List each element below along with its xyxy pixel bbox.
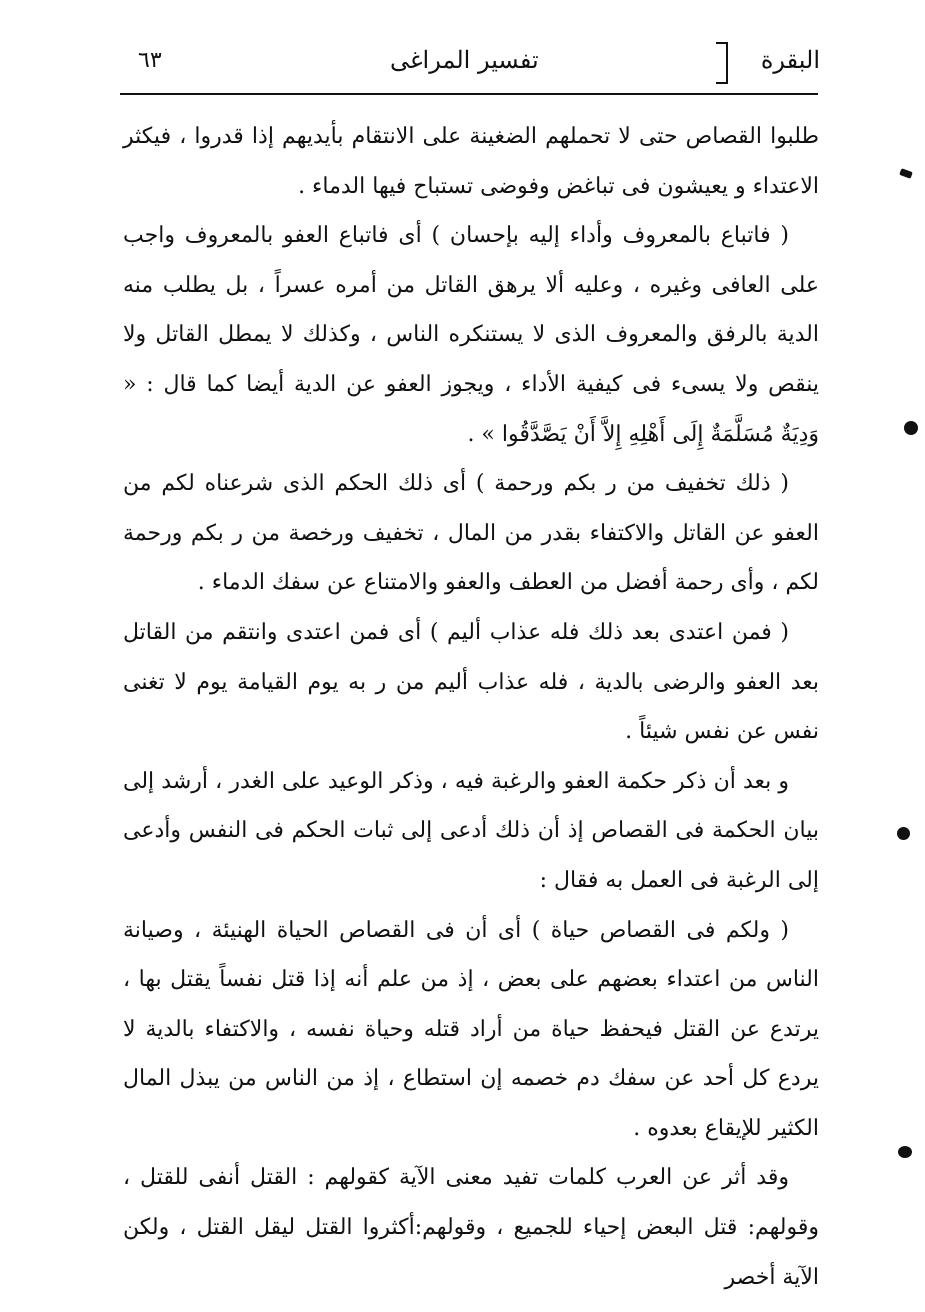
header-bracket: [716, 42, 728, 84]
paragraph-4: ( فمن اعتدى بعد ذلك فله عذاب أليم ) أى فمن اعتدى وانتقم من القاتل بعد العفو والرضى بالدية ، فله عذاب أليم من ر به يوم القيامة يوم لا تغنى نفس عن نفس شيئاً .: [123, 619, 819, 745]
ink-blot-mark: [899, 168, 913, 179]
book-title: تفسير المراغى: [390, 46, 539, 74]
paragraph-7: وقد أثر عن العرب كلمات تفيد معنى الآية كقولهم : القتل أنفى للقتل ، وقولهم: قتل البعض إحياء للجميع ، وقولهم:أكثروا القتل ليقل القتل ، ولكن الآية أخصر: [123, 1165, 819, 1290]
header-rule: [120, 93, 818, 95]
ink-blot-mark: [898, 1146, 912, 1158]
page-number: ٦٣: [138, 48, 162, 73]
body-text: [123, 112, 819, 1302]
paragraph-1: طلبوا القصاص حتى لا تحملهم الضغينة على الانتقام بأيديهم إذا قدروا ، فيكثر الاعتداء و يعيشون فى تباغض وفوضى تستباح فيها الدماء .: [123, 124, 819, 199]
paragraph-2: ( فاتباع بالمعروف وأداء إليه بإحسان ) أى فاتباع العفو بالمعروف واجب على العافى وغيره ، وعليه ألا يرهق القاتل من أمره عسراً ، بل يطلب منه الدية بالرفق والمعروف الذى لا يستنكره الناس ، وكذلك لا يمطل القاتل ولا ينقص ولا يسىء فى كيفية الأداء ، ويجوز العفو عن الدية أيضا كما قال : « وَدِيَةٌ مُسَلَّمَةٌ إِلَى أَهْلِهِ إِلاَّ أَنْ يَصَّدَّقُوا » .: [123, 223, 819, 447]
ink-blot-mark: [897, 827, 910, 840]
ink-blot-mark: [904, 421, 918, 435]
section-title: البقرة: [760, 46, 820, 74]
paragraph-3: ( ذلك تخفيف من ر بكم ورحمة ) أى ذلك الحكم الذى شرعناه لكم من العفو عن القاتل والاكتفاء بقدر من المال ، تخفيف ورخصة من ر بكم ورحمة لكم ، وأى رحمة أفضل من العطف والعفو والامتناع عن سفك الدماء .: [123, 471, 819, 596]
paragraph-6: ( ولكم فى القصاص حياة ) أى أن فى القصاص الحياة الهنيئة ، وصيانة الناس من اعتداء بعضهم على بعض ، إذ من علم أنه إذا قتل نفساً يقتل بها ، يرتدع عن القتل فيحفظ حياة من أراد قتله وحياة نفسه ، والاكتفاء بالدية لا يردع كل أحد عن سفك دم خصمه إن استطاع ، إذ من الناس من يبذل المال الكثير للإيقاع بعدوه .: [123, 917, 819, 1141]
page-header: [120, 40, 820, 90]
paragraph-5: و بعد أن ذكر حكمة العفو والرغبة فيه ، وذكر الوعيد على الغدر ، أرشد إلى بيان الحكمة فى القصاص إذ أن ذلك أدعى إلى ثبات الحكم فى النفس وأدعى إلى الرغبة فى العمل به فقال :: [123, 768, 819, 893]
